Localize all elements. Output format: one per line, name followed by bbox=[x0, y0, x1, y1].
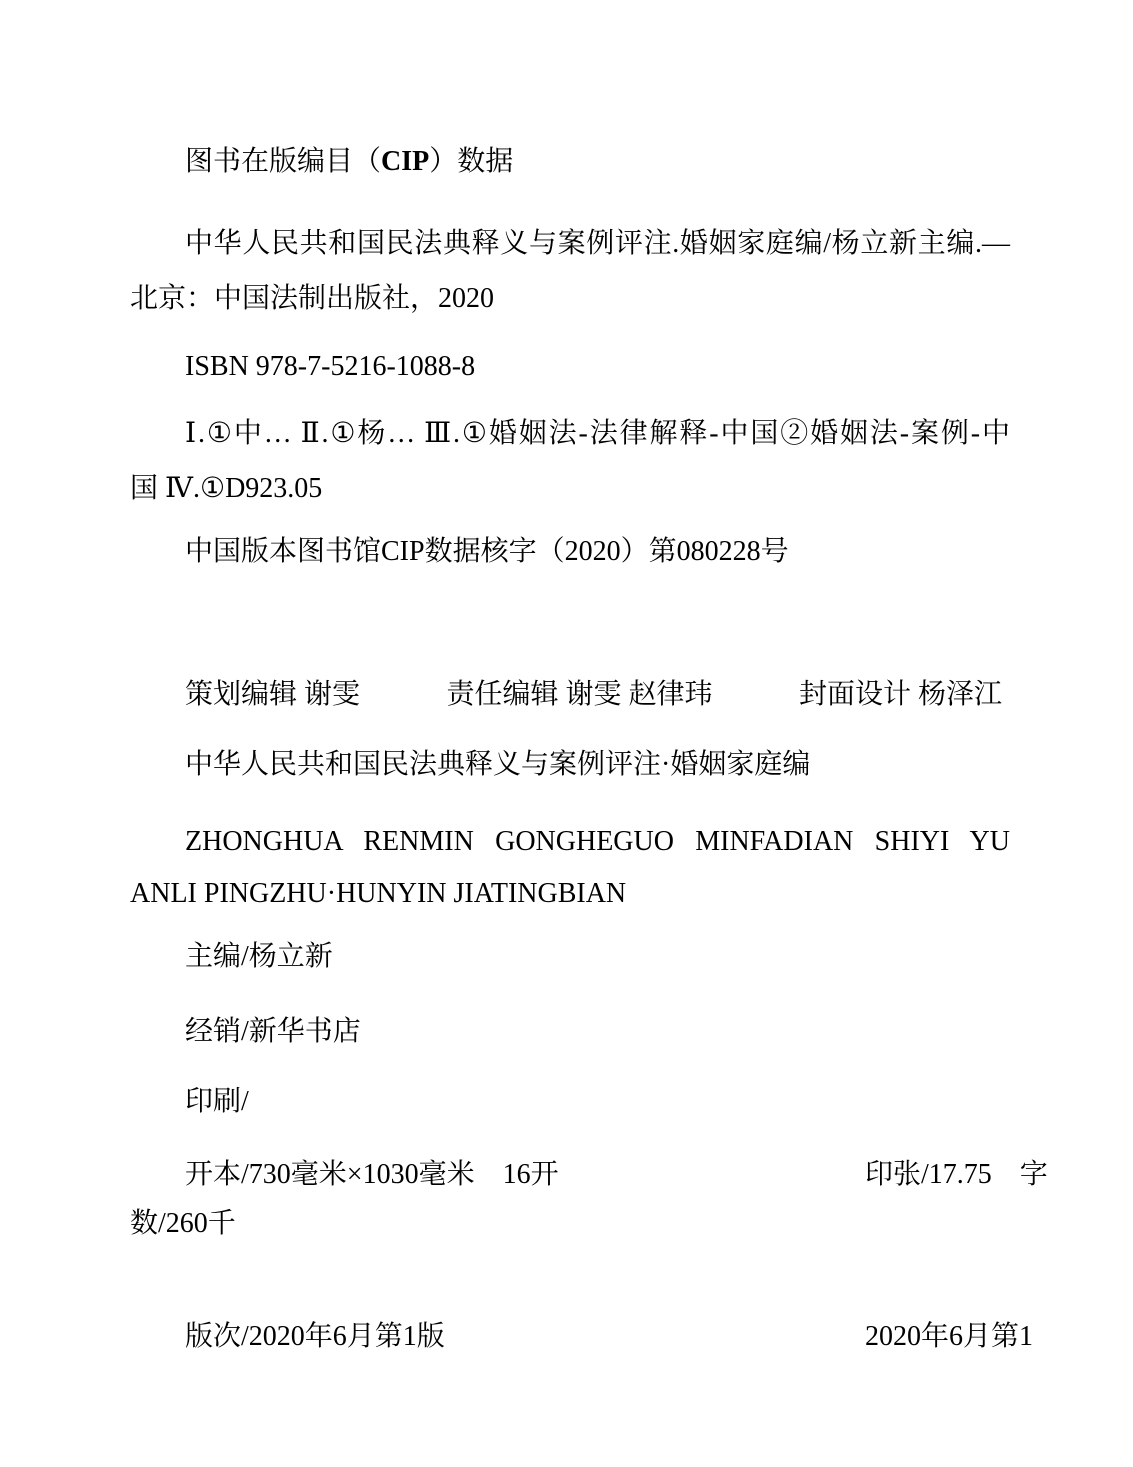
book-title-pinyin-2: ANLI PINGZHU·HUNYIN JIATINGBIAN bbox=[130, 878, 627, 909]
editors-row bbox=[130, 675, 1010, 715]
format-row bbox=[130, 1155, 1048, 1195]
cover-designer: 封面设计 杨泽江 bbox=[798, 679, 1002, 710]
cip-heading-suffix: ）数据 bbox=[429, 146, 514, 177]
classification-line-2: 国 Ⅳ.①D923.05 bbox=[130, 473, 323, 504]
printing-line: 印刷/ bbox=[185, 1086, 249, 1117]
cip-heading bbox=[130, 142, 1010, 182]
cip-heading-prefix: 图书在版编目（ bbox=[185, 146, 382, 177]
sheets-count: 印张/17.75 字 bbox=[865, 1159, 1048, 1190]
isbn-line: ISBN 978-7-5216-1088-8 bbox=[185, 351, 476, 382]
word-count-wrap: 数/260千 bbox=[130, 1208, 236, 1239]
planning-editor: 策划编辑 谢雯 bbox=[185, 679, 361, 710]
printing-date: 2020年6月第1 bbox=[865, 1321, 1034, 1352]
book-title-cn: 中华人民共和国民法典释义与案例评注·婚姻家庭编 bbox=[185, 749, 811, 780]
format-size: 开本/730毫米×1030毫米 16开 bbox=[185, 1159, 559, 1190]
book-title-pinyin-1: ZHONGHUA RENMIN GONGHEGUO MINFADIAN SHIYI YU bbox=[185, 826, 1010, 857]
edition-info: 版次/2020年6月第1版 bbox=[185, 1321, 445, 1352]
publication-line-2: 北京：中国法制出版社，2020 bbox=[130, 283, 495, 314]
publication-line-1: 中华人民共和国民法典释义与案例评注.婚姻家庭编/杨立新主编.— bbox=[185, 228, 1010, 259]
chief-editor-line: 主编/杨立新 bbox=[185, 941, 333, 972]
responsible-editor: 责任编辑 谢雯 赵律玮 bbox=[446, 679, 713, 710]
cip-heading-acronym: CIP bbox=[381, 146, 430, 177]
edition-row bbox=[130, 1317, 1034, 1357]
distribution-line: 经销/新华书店 bbox=[185, 1016, 361, 1047]
cip-record-number: 中国版本图书馆CIP数据核字（2020）第080228号 bbox=[185, 536, 789, 567]
classification-line-1: Ⅰ.①中… Ⅱ.①杨… Ⅲ.①婚姻法-法律解释-中国②婚姻法-案例-中 bbox=[185, 418, 1010, 449]
